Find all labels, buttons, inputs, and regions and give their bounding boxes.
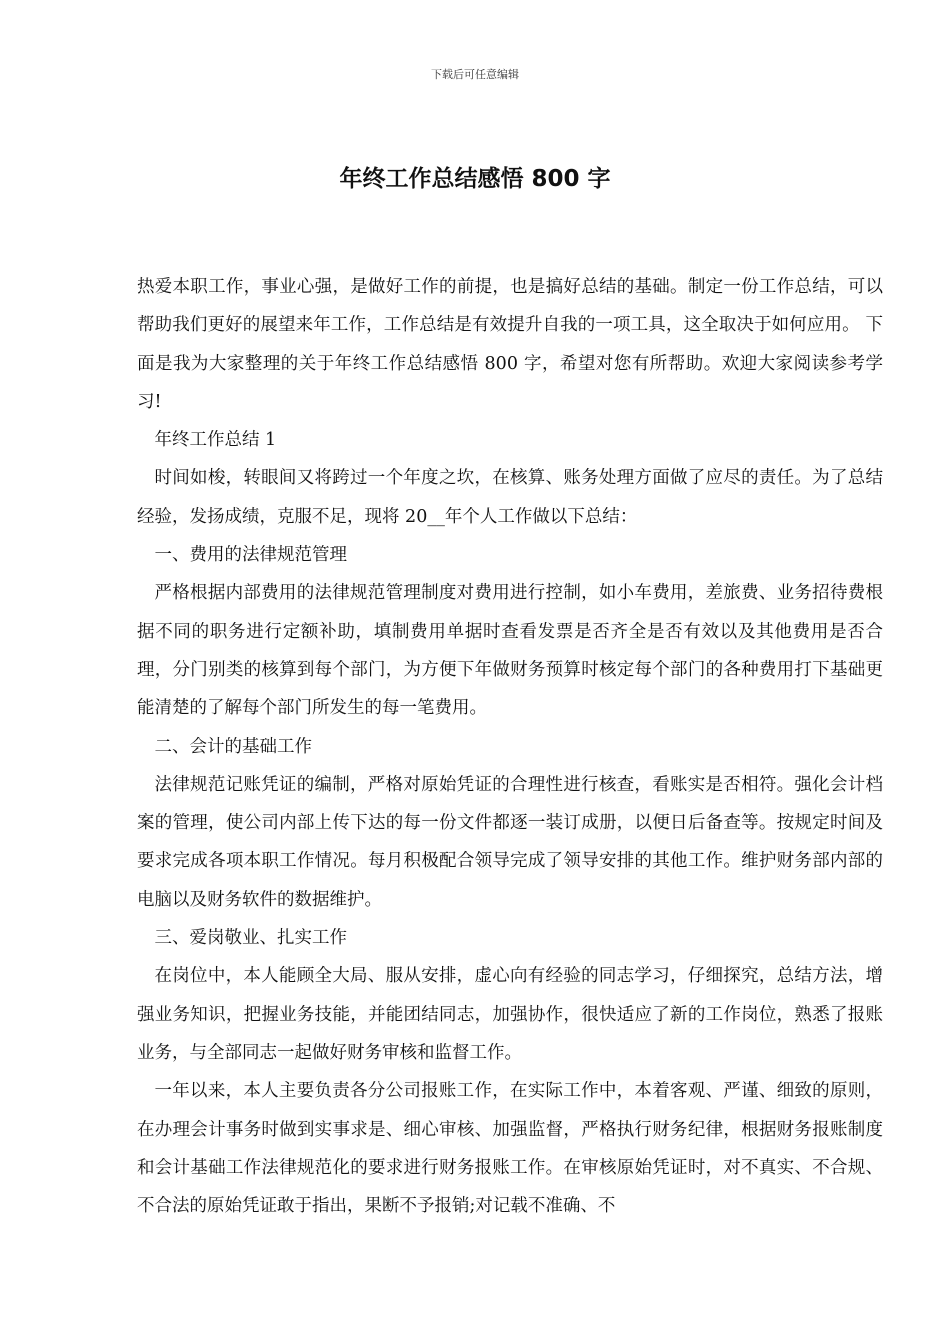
accounting-basics-paragraph: 法律规范记账凭证的编制，严格对原始凭证的合理性进行核查，看账实是否相符。强化会计档案的管理，使公司内部上传下达的每一份文件都逐一装订成册，以便日后备查等。按规定时间及要求完成各项本职工作情况。每月积极配合领导完成了领导安排的其他工作。维护财务部内部的电脑以及财务软件的数据维护。 [137, 774, 883, 910]
subheading-accounting-basics: 二、会计的基础工作 [154, 736, 312, 757]
subheading-expense-management: 一、费用的法律规范管理 [154, 545, 347, 566]
document-body [137, 268, 883, 1225]
subheading-dedication: 三、爱岗敬业、扎实工作 [154, 928, 347, 949]
section-heading-summary-1: 年终工作总结 1 [154, 430, 277, 451]
reimbursement-paragraph: 一年以来，本人主要负责各分公司报账工作，在实际工作中，本着客观、严谨、细致的原则，在办理会计事务时做到实事求是、细心审核、加强监督，严格执行财务纪律，根据财务报账制度和会计基础工作法律规范化的要求进行财务报账工作。在审核原始凭证时，对不真实、不合规、不合法的原始凭证敢于指出，果断不予报销;对记载不准确、不 [137, 1081, 883, 1217]
expense-management-paragraph: 严格根据内部费用的法律规范管理制度对费用进行控制，如小车费用，差旅费、业务招待费根据不同的职务进行定额补助，填制费用单据时查看发票是否齐全是否有效以及其他费用是否合理，分门别类的核算到每个部门，为方便下年做财务预算时核定每个部门的各种费用打下基础更能清楚的了解每个部门所发生的每一笔费用。 [137, 583, 883, 719]
document-title: 年终工作总结感悟 800 字 [339, 166, 611, 192]
header-note: 下载后可任意编辑 [431, 68, 519, 81]
opening-paragraph: 时间如梭，转眼间又将跨过一个年度之坎，在核算、账务处理方面做了应尽的责任。为了总结经验，发扬成绩，克服不足，现将 20__年个人工作做以下总结： [137, 468, 883, 527]
intro-paragraph: 热爱本职工作，事业心强，是做好工作的前提，也是搞好总结的基础。制定一份工作总结，可以帮助我们更好的展望来年工作，工作总结是有效提升自我的一项工具，这全取决于如何应用。 下面是我为大家整理的关于年终工作总结感悟 800 字，希望对您有所帮助。欢迎大家阅读参考学习! [137, 277, 883, 412]
dedication-paragraph: 在岗位中，本人能顾全大局、服从安排，虚心向有经验的同志学习，仔细探究，总结方法，增强业务知识，把握业务技能，并能团结同志，加强协作，很快适应了新的工作岗位，熟悉了报账业务，与全部同志一起做好财务审核和监督工作。 [137, 966, 883, 1063]
